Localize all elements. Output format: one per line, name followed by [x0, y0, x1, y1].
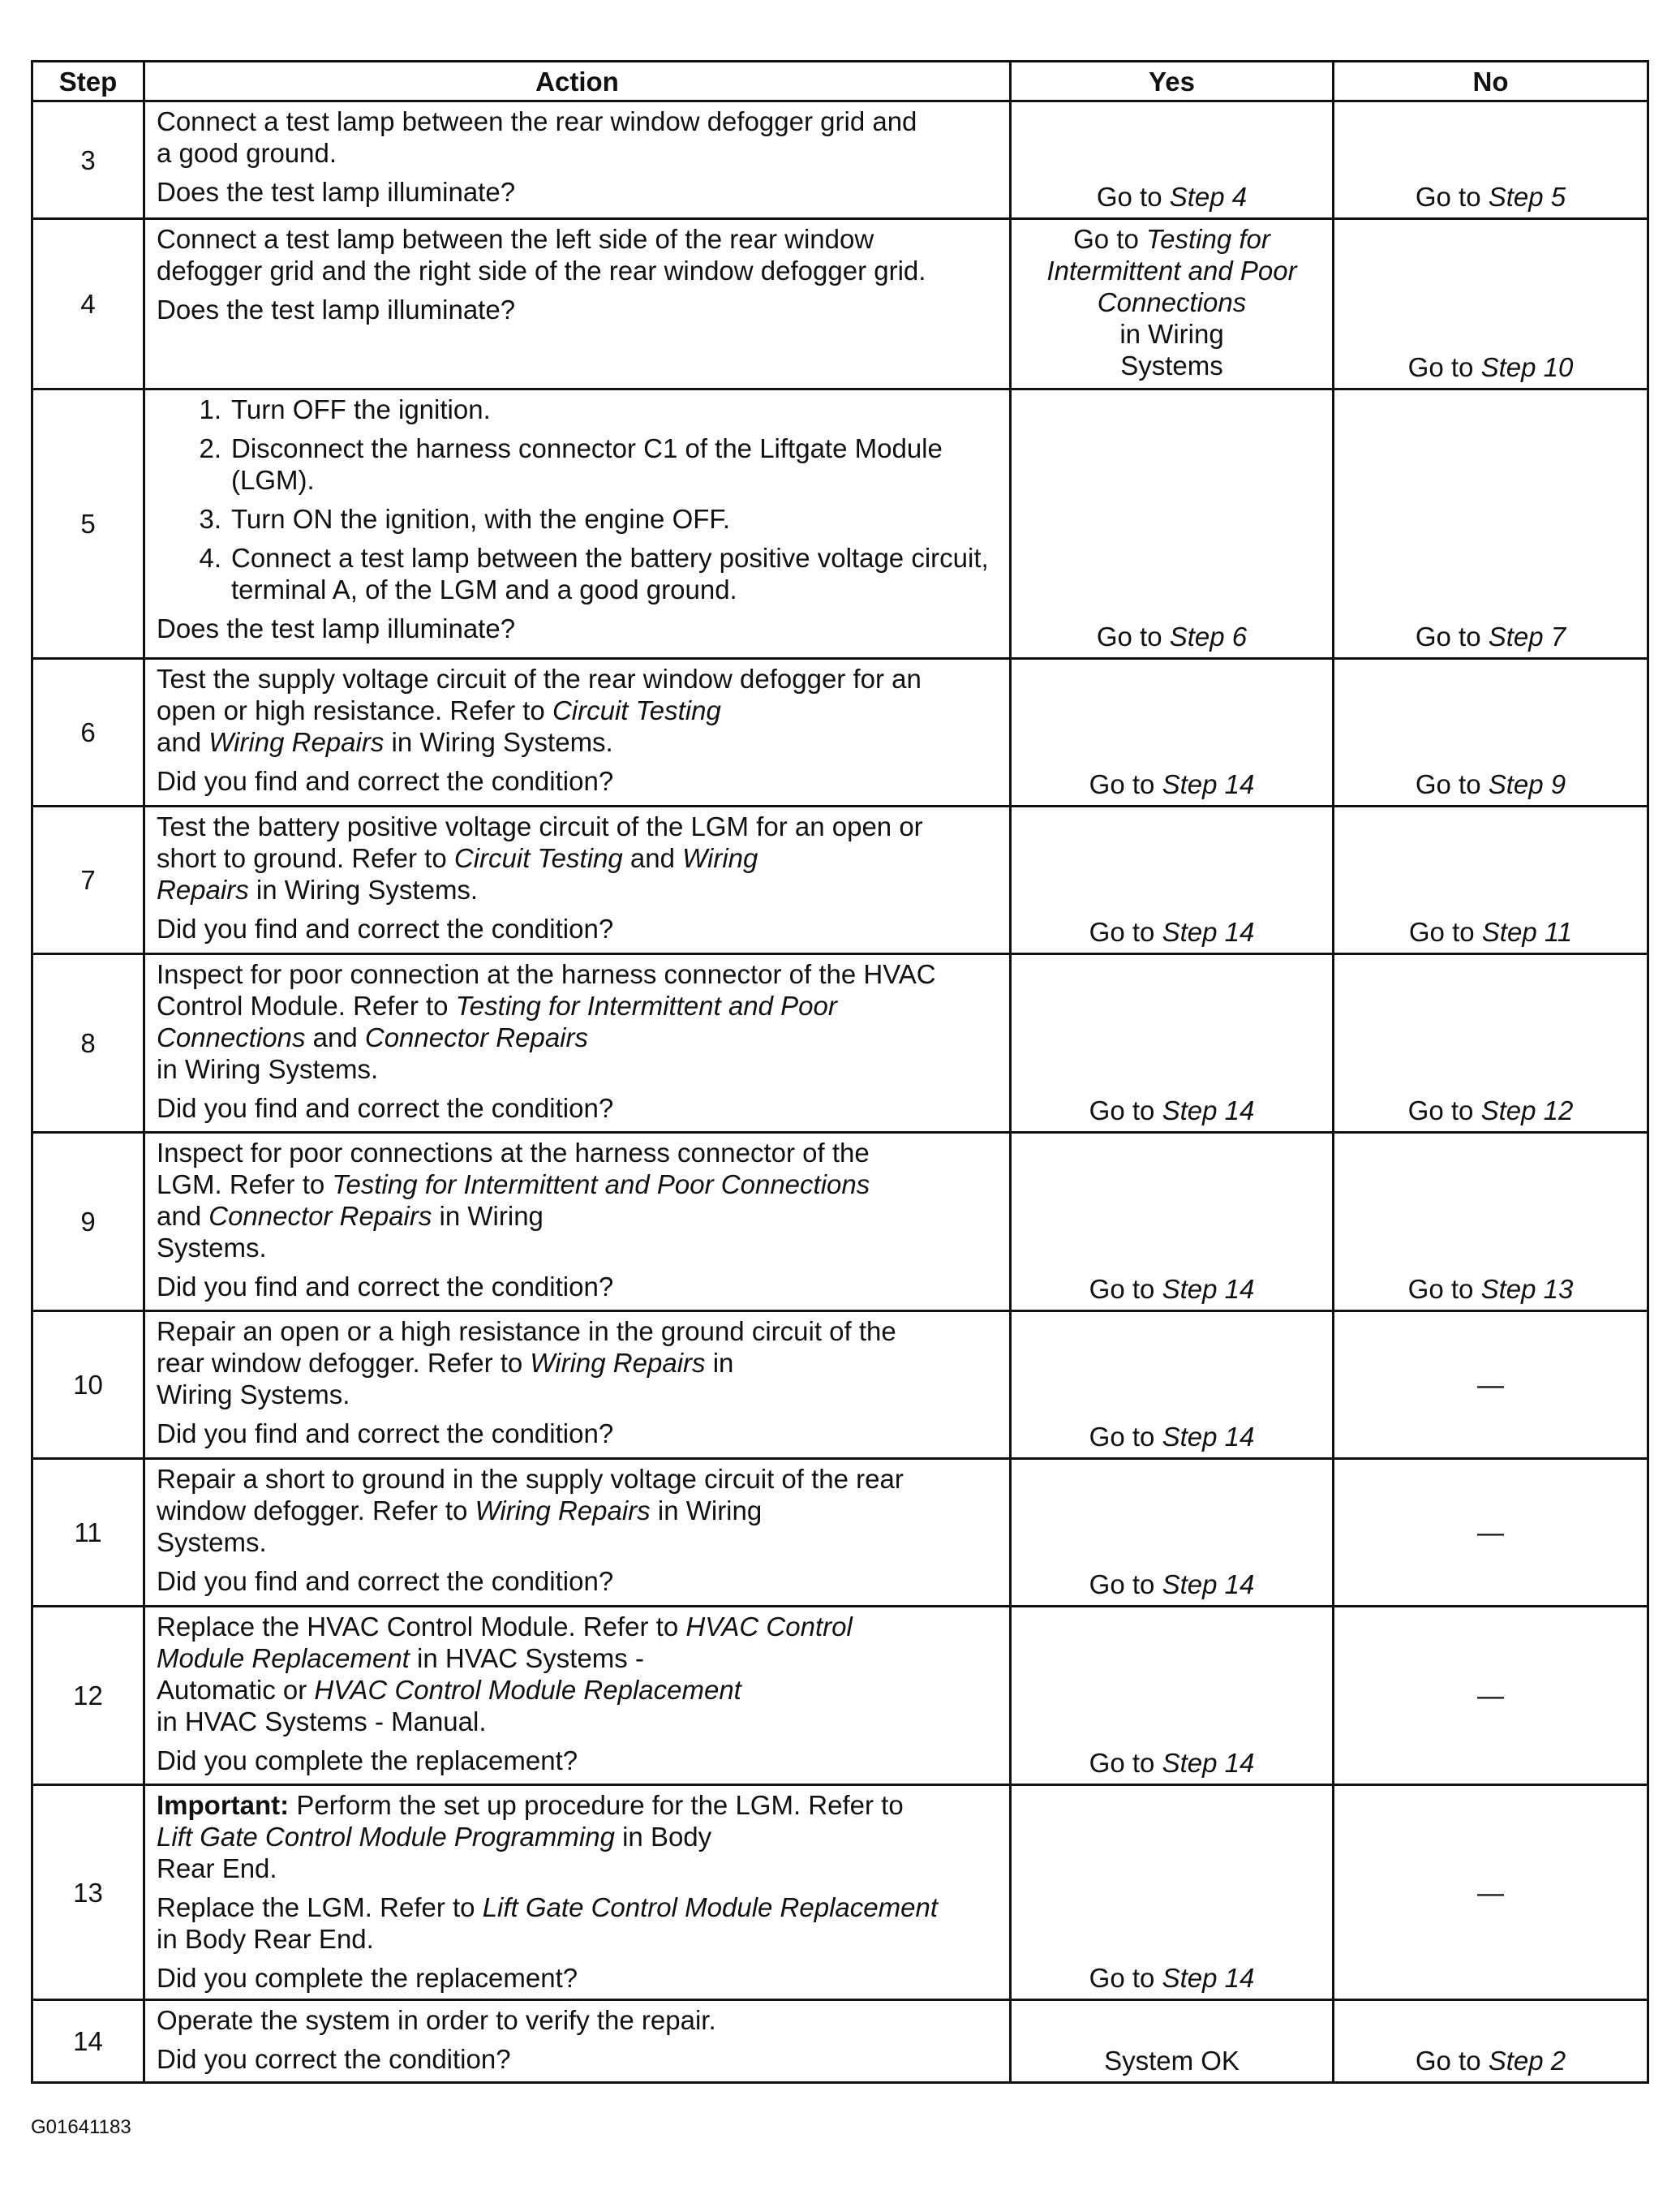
step-ref: Step 14 [1162, 769, 1255, 799]
header-action: Action [144, 62, 1011, 101]
step-number: 5 [32, 389, 144, 659]
action-text: Connect a test lamp between the left side of the rear window [157, 224, 874, 254]
no-cell: Go to Step 2 [1334, 2000, 1648, 2083]
header-step: Step [32, 62, 144, 101]
action-text: Connect a test lamp between the rear window defogger grid and [157, 106, 917, 136]
table-row [32, 659, 1648, 807]
question-text: Does the test lamp illuminate? [157, 295, 516, 325]
action-cell [144, 389, 1011, 659]
list-item: 3. Turn ON the ignition, with the engine OFF. [199, 504, 731, 534]
table-row [32, 807, 1648, 954]
step-ref: Step 14 [1162, 1569, 1255, 1599]
step-ref: Step 9 [1488, 769, 1566, 799]
action-cell: Inspect for poor connections at the harness connector of the LGM. Refer to Testing for Intermittent and Poor Connections and Connector Repairs in Wiring Systems. Did you find and correct the condition? [144, 1133, 1011, 1311]
action-cell: Test the battery positive voltage circuit of the LGM for an open or short to ground. Refer to Circuit Testing and Wiring Repairs in Wiring Systems. Did you find and correct the condition? [144, 807, 1011, 954]
step-ref: Step 11 [1481, 917, 1573, 947]
yes-cell: Go to Step 14 [1011, 1133, 1334, 1311]
step-number: 8 [32, 954, 144, 1133]
yes-cell: Go to Step 14 [1011, 1607, 1334, 1785]
question-text: Did you find and correct the condition? [157, 1418, 614, 1448]
action-cell: Repair a short to ground in the supply voltage circuit of the rear window defogger. Refer to Wiring Repairs in Wiring Systems. Did you find and correct the condition? [144, 1459, 1011, 1607]
reference-text: Wiring Repairs [475, 1495, 651, 1525]
question-text: Did you find and correct the condition? [157, 1566, 614, 1596]
question-text: Does the test lamp illuminate? [157, 613, 516, 643]
action-cell: Repair an open or a high resistance in the ground circuit of the rear window defogger. Refer to Wiring Repairs in Wiring Systems. Did you find and correct the condition? [144, 1311, 1011, 1459]
step-number: 7 [32, 807, 144, 954]
no-cell: Go to Step 7 [1334, 389, 1648, 659]
step-ref: Step 7 [1488, 622, 1566, 652]
table-row [32, 954, 1648, 1133]
step-ref: Step 6 [1169, 622, 1248, 652]
table-row [32, 1459, 1648, 1607]
step-number: 4 [32, 219, 144, 389]
no-cell: Go to Step 13 [1334, 1133, 1648, 1311]
step-number: 6 [32, 659, 144, 807]
action-cell [144, 219, 1011, 389]
header-row [32, 62, 1648, 101]
table-row [32, 389, 1648, 659]
step-ref: Step 14 [1162, 1095, 1255, 1125]
table-row [32, 2000, 1648, 2083]
reference-text: Wiring Repairs [208, 727, 385, 757]
reference-text: HVAC Control [685, 1612, 853, 1642]
header-no: No [1334, 62, 1648, 101]
step-ref: Step 14 [1162, 917, 1255, 947]
step-number: 12 [32, 1607, 144, 1785]
step-ref: Step 13 [1480, 1274, 1574, 1304]
table-row [32, 219, 1648, 389]
step-number: 10 [32, 1311, 144, 1459]
table-row [32, 1785, 1648, 2000]
yes-cell: System OK [1011, 2000, 1334, 2083]
step-ref: Step 4 [1169, 182, 1248, 212]
step-ref: Step 5 [1488, 182, 1566, 212]
question-text: Did you find and correct the condition? [157, 1093, 614, 1123]
no-cell: — [1334, 1459, 1648, 1607]
step-ref: Step 2 [1488, 2046, 1566, 2076]
reference-text: HVAC Control Module Replacement [314, 1675, 741, 1705]
question-text: Does the test lamp illuminate? [157, 177, 516, 207]
reference-text: Circuit Testing [453, 843, 623, 873]
step-ref: Step 14 [1162, 1274, 1255, 1304]
reference-text: Lift Gate Control Module Replacement [482, 1892, 938, 1922]
step-ref: Step 14 [1162, 1422, 1255, 1452]
reference-text: Connections [157, 1022, 306, 1052]
question-text: Did you find and correct the condition? [157, 766, 614, 796]
step-ref: Step 10 [1480, 352, 1574, 382]
action-text: defogger grid and the right side of the rear window defogger grid. [157, 256, 926, 286]
reference-text: Wiring [682, 843, 758, 873]
table-row [32, 1607, 1648, 1785]
action-cell: Inspect for poor connection at the harness connector of the HVAC Control Module. Refer to Testing for Intermittent and Poor Connections and Connector Repairs in Wiring Systems. Did you find and correct the condition? [144, 954, 1011, 1133]
reference-text: Connections [1097, 287, 1247, 317]
list-item: 4. Connect a test lamp between the battery positive voltage circuit, terminal A, of the LGM and a good ground. [199, 543, 989, 605]
yes-cell: Go to Step 14 [1011, 1311, 1334, 1459]
no-cell: — [1334, 1311, 1648, 1459]
step-number: 14 [32, 2000, 144, 2083]
reference-text: Testing for Intermittent and Poor Connections [332, 1169, 870, 1199]
yes-cell: Go to Step 14 [1011, 659, 1334, 807]
action-cell: Operate the system in order to verify the repair. Did you correct the condition? [144, 2000, 1011, 2083]
action-text: a good ground. [157, 138, 337, 168]
no-cell: — [1334, 1785, 1648, 2000]
step-number: 13 [32, 1785, 144, 2000]
reference-text: Repairs [157, 875, 249, 905]
no-cell: — [1334, 1607, 1648, 1785]
table-row [32, 101, 1648, 219]
reference-text: Module Replacement [157, 1643, 410, 1673]
action-cell: Important: Perform the set up procedure for the LGM. Refer to Lift Gate Control Module Programming in Body Rear End. Replace the LGM. Refer to Lift Gate Control Module Replacement in Body Rear End. Did you complete the replacement? [144, 1785, 1011, 2000]
step-ref: Step 12 [1480, 1095, 1574, 1125]
diagnostic-table [31, 60, 1649, 2084]
question-text: Did you find and correct the condition? [157, 1272, 614, 1302]
reference-text: Circuit Testing [552, 695, 721, 725]
header-yes: Yes [1011, 62, 1334, 101]
reference-text: Testing for [1146, 224, 1270, 254]
list-item: 1. Turn OFF the ignition. [199, 394, 491, 424]
yes-cell: Go to Step 14 [1011, 954, 1334, 1133]
action-cell: Test the supply voltage circuit of the rear window defogger for an open or high resistance. Refer to Circuit Testing and Wiring Repairs in Wiring Systems. Did you find and correct the condition? [144, 659, 1011, 807]
yes-cell: Go to Step 14 [1011, 807, 1334, 954]
step-number: 3 [32, 101, 144, 219]
action-cell: Replace the HVAC Control Module. Refer to HVAC Control Module Replacement in HVAC Systems - Automatic or HVAC Control Module Replacement in HVAC Systems - Manual. Did you complete the replacement? [144, 1607, 1011, 1785]
no-cell: Go to Step 9 [1334, 659, 1648, 807]
yes-cell: Go to Step 4 [1011, 101, 1334, 219]
step-number: 11 [32, 1459, 144, 1607]
question-text: Did you complete the replacement? [157, 1963, 578, 1993]
table-row [32, 1311, 1648, 1459]
yes-cell: Go to Step 6 [1011, 389, 1334, 659]
no-cell: Go to Step 12 [1334, 954, 1648, 1133]
reference-text: Connector Repairs [364, 1022, 588, 1052]
no-cell: Go to Step 10 [1334, 219, 1648, 389]
table-row [32, 1133, 1648, 1311]
reference-text: Intermittent and Poor [1046, 256, 1297, 286]
list-item: 2. Disconnect the harness connector C1 of the Liftgate Module (LGM). [199, 433, 943, 495]
step-ref: Step 14 [1162, 1748, 1255, 1778]
reference-text: Wiring Repairs [530, 1348, 706, 1378]
reference-text: Lift Gate Control Module Programming [157, 1822, 615, 1852]
reference-text: Testing for Intermittent and Poor [455, 991, 837, 1021]
yes-cell: Go to Step 14 [1011, 1785, 1334, 2000]
step-number: 9 [32, 1133, 144, 1311]
yes-cell: Go to Testing for Intermittent and Poor Connections in Wiring Systems [1011, 219, 1334, 389]
question-text: Did you find and correct the condition? [157, 914, 614, 944]
procedure-list [157, 394, 1001, 605]
figure-id: G01641183 [31, 2116, 131, 2138]
important-label: Important: [157, 1790, 290, 1820]
yes-cell: Go to Step 14 [1011, 1459, 1334, 1607]
question-text: Did you correct the condition? [157, 2044, 511, 2074]
question-text: Did you complete the replacement? [157, 1745, 578, 1775]
step-ref: Step 14 [1162, 1963, 1255, 1993]
no-cell: Go to Step 5 [1334, 101, 1648, 219]
no-cell: Go to Step 11 [1334, 807, 1648, 954]
reference-text: Connector Repairs [208, 1201, 432, 1231]
action-cell [144, 101, 1011, 219]
